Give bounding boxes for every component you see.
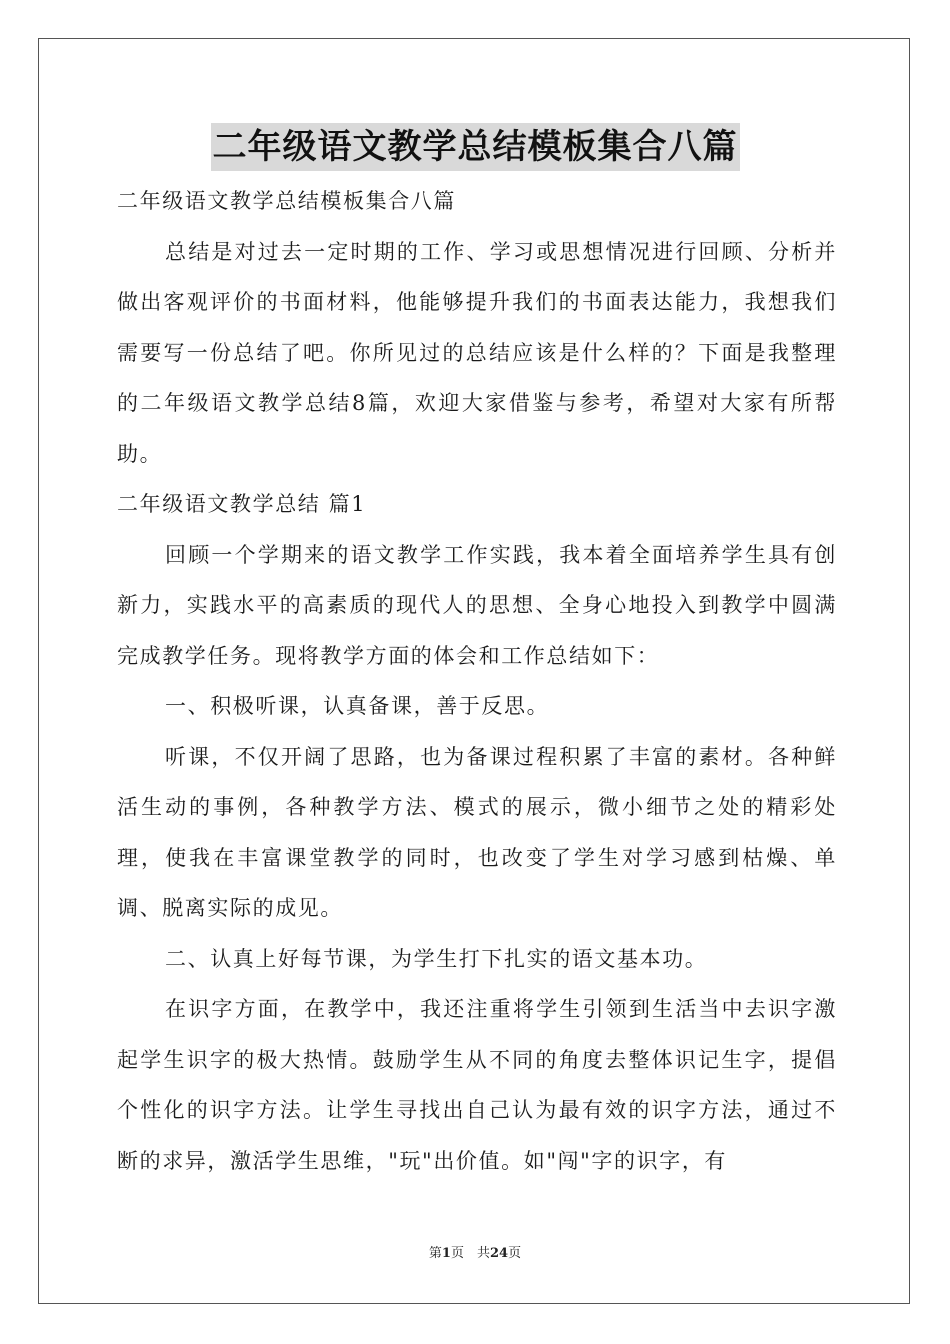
document-body (117, 176, 837, 1186)
subtitle-line: 二年级语文教学总结模板集合八篇 (117, 189, 456, 213)
body-paragraph: 在识字方面，在教学中，我还注重将学生引领到生活当中去识字激起学生识字的极大热情。鼓励学生从不同的角度去整体识记生字，提倡个性化的识字方法。让学生寻找出自己认为最有效的识字方法，通过不断的求异，激活学生思维，"玩"出价值。如"闯"字的识字，有 (117, 997, 837, 1173)
footer-mid: 页 共 (450, 1246, 490, 1261)
document-title-text: 二年级语文教学总结模板集合八篇 (211, 123, 740, 171)
body-paragraph: 回顾一个学期来的语文教学工作实践，我本着全面培养学生具有创新力，实践水平的高素质的现代人的思想、全身心地投入到教学中圆满完成教学任务。现将教学方面的体会和工作总结如下： (117, 542, 837, 668)
footer-suffix: 页 (508, 1246, 522, 1261)
section-heading: 二年级语文教学总结 篇1 (117, 492, 367, 516)
point-heading: 一、积极听课，认真备课，善于反思。 (165, 694, 550, 718)
footer-current-page: 1 (441, 1246, 451, 1261)
point-heading: 二、认真上好每节课，为学生打下扎实的语文基本功。 (165, 946, 708, 971)
document-title (0, 122, 950, 172)
footer-prefix: 第 (428, 1246, 442, 1261)
page-footer (0, 1244, 950, 1264)
intro-paragraph: 总结是对过去一定时期的工作、学习或思想情况进行回顾、分析并做出客观评价的书面材料，他能够提升我们的书面表达能力，我想我们需要写一份总结了吧。你所见过的总结应该是什么样的？下面是我整理的二年级语文教学总结8篇，欢迎大家借鉴与参考，希望对大家有所帮助。 (117, 239, 837, 466)
body-paragraph: 听课，不仅开阔了思路，也为备课过程积累了丰富的素材。各种鲜活生动的事例，各种教学方法、模式的展示，微小细节之处的精彩处理，使我在丰富课堂教学的同时，也改变了学生对学习感到枯燥、单调、脱离实际的成见。 (117, 744, 837, 920)
footer-total-pages: 24 (489, 1246, 509, 1261)
